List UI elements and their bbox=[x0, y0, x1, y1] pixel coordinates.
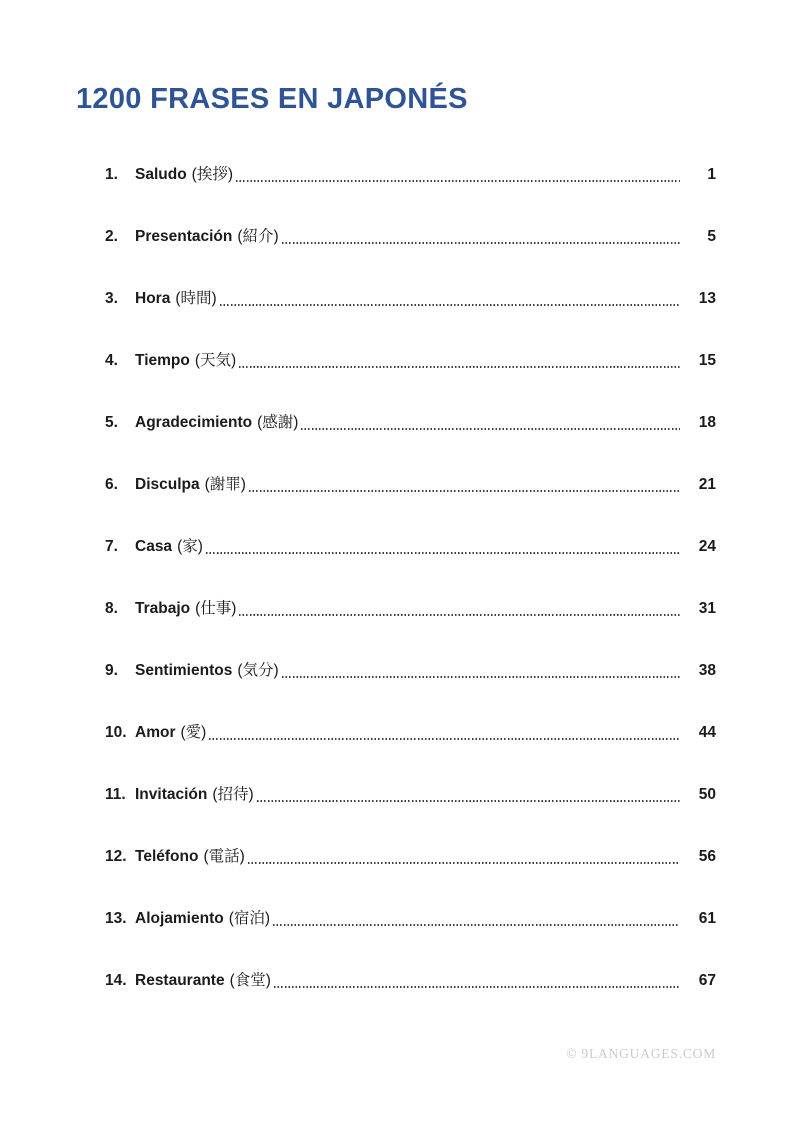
toc-row[interactable] bbox=[105, 597, 716, 621]
toc-item-page-number: 67 bbox=[698, 972, 716, 989]
toc-row[interactable] bbox=[105, 287, 716, 311]
dot-leader bbox=[274, 986, 680, 988]
toc-item-label: Saludo bbox=[135, 166, 187, 183]
toc-item-number: 1. bbox=[105, 166, 118, 183]
toc-item-number: 5. bbox=[105, 414, 118, 431]
toc-list bbox=[105, 163, 716, 993]
toc-item-number: 7. bbox=[105, 538, 118, 555]
toc-item-page-number: 61 bbox=[698, 910, 716, 927]
toc-item-kanji: (電話) bbox=[203, 848, 245, 865]
toc-item-number: 4. bbox=[105, 352, 118, 369]
dot-leader bbox=[257, 800, 680, 802]
dot-leader bbox=[206, 552, 680, 554]
dot-leader bbox=[236, 180, 680, 182]
toc-item-page-number: 1 bbox=[707, 166, 716, 183]
dot-leader bbox=[248, 862, 680, 864]
toc-row[interactable] bbox=[105, 349, 716, 373]
page-title: 1200 FRASES EN JAPONÉS bbox=[76, 83, 468, 115]
toc-item-label: Trabajo bbox=[135, 600, 191, 617]
dot-leader bbox=[239, 614, 680, 616]
toc-item-kanji: (挨拶) bbox=[191, 166, 233, 183]
dot-leader bbox=[282, 242, 680, 244]
toc-item-label: Tiempo bbox=[135, 352, 190, 369]
dot-leader bbox=[273, 924, 680, 926]
dot-leader bbox=[282, 676, 680, 678]
toc-item-page-number: 5 bbox=[707, 228, 716, 245]
toc-item-number: 8. bbox=[105, 600, 118, 617]
toc-item-kanji: (気分) bbox=[237, 662, 279, 679]
toc-item-label: Disculpa bbox=[135, 476, 200, 493]
footer-copyright: © 9LANGUAGES.COM bbox=[566, 1046, 716, 1061]
toc-row[interactable] bbox=[105, 721, 716, 745]
toc-item-label: Sentimientos bbox=[135, 662, 233, 679]
dot-leader bbox=[249, 490, 680, 492]
toc-item-page-number: 24 bbox=[698, 538, 716, 555]
toc-item-kanji: (天気) bbox=[194, 352, 237, 369]
toc-item-page-number: 21 bbox=[698, 476, 716, 493]
toc-item-page-number: 44 bbox=[698, 724, 716, 741]
toc-item-page-number: 15 bbox=[698, 352, 716, 369]
toc-row[interactable] bbox=[105, 845, 716, 869]
toc-item-kanji: (謝罪) bbox=[204, 476, 246, 493]
toc-item-number: 12. bbox=[105, 848, 127, 865]
toc-row[interactable] bbox=[105, 969, 716, 993]
toc-item-label: Restaurante bbox=[135, 972, 225, 989]
toc-item-kanji: (家) bbox=[177, 538, 203, 555]
toc-item-kanji: (仕事) bbox=[195, 600, 237, 617]
toc-item-label: Amor bbox=[135, 724, 176, 741]
toc-item-number: 11. bbox=[105, 786, 126, 803]
toc-item-page-number: 13 bbox=[698, 290, 716, 307]
toc-row[interactable] bbox=[105, 411, 716, 435]
toc-row[interactable] bbox=[105, 473, 716, 497]
toc-item-label: Teléfono bbox=[135, 848, 199, 865]
toc-item-number: 6. bbox=[105, 476, 118, 493]
toc-item-kanji: (感謝) bbox=[257, 414, 299, 431]
toc-item-kanji: (時間) bbox=[175, 290, 217, 307]
toc-item-number: 2. bbox=[105, 228, 118, 245]
toc-item-number: 3. bbox=[105, 290, 118, 307]
dot-leader bbox=[239, 366, 680, 368]
toc-item-number: 14. bbox=[105, 972, 127, 989]
toc-item-label: Invitación bbox=[135, 786, 208, 803]
dot-leader bbox=[301, 428, 680, 430]
toc-item-number: 13. bbox=[105, 910, 127, 927]
toc-item-page-number: 38 bbox=[698, 662, 716, 679]
toc-item-label: Alojamiento bbox=[135, 910, 224, 927]
toc-item-label: Agradecimiento bbox=[135, 414, 253, 431]
toc-item-kanji: (紹介) bbox=[237, 228, 279, 245]
toc-item-label: Presentación bbox=[135, 228, 233, 245]
toc-item-page-number: 56 bbox=[698, 848, 716, 865]
toc-item-kanji: (食堂) bbox=[229, 972, 271, 989]
toc-item-page-number: 50 bbox=[698, 786, 716, 803]
dot-leader bbox=[209, 738, 680, 740]
toc-item-page-number: 31 bbox=[698, 600, 716, 617]
toc-row[interactable] bbox=[105, 907, 716, 931]
toc-item-kanji: (招待) bbox=[212, 786, 254, 803]
toc-item-label: Casa bbox=[135, 538, 173, 555]
toc-item-label: Hora bbox=[135, 290, 171, 307]
toc-row[interactable] bbox=[105, 163, 716, 187]
toc-row[interactable] bbox=[105, 659, 716, 683]
dot-leader bbox=[220, 304, 680, 306]
toc-item-page-number: 18 bbox=[698, 414, 716, 431]
toc-item-kanji: (愛) bbox=[180, 724, 207, 741]
toc-row[interactable] bbox=[105, 535, 716, 559]
toc-item-number: 10. bbox=[105, 724, 127, 741]
toc-item-kanji: (宿泊) bbox=[228, 910, 271, 927]
toc-item-number: 9. bbox=[105, 662, 118, 679]
toc-row[interactable] bbox=[105, 225, 716, 249]
toc-row[interactable] bbox=[105, 783, 716, 807]
